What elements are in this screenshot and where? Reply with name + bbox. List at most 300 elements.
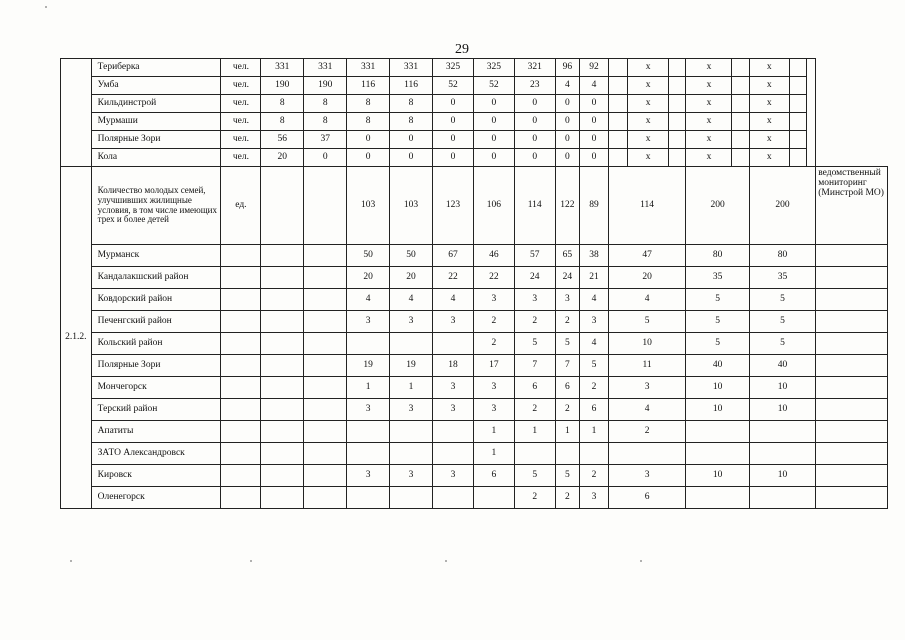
value-cell: 4 [580,77,609,95]
source-cell [807,59,816,167]
value-cell: 2 [514,311,555,333]
unit-cell [221,399,261,421]
value-cell: 2 [580,465,609,487]
value-cell: 122 [555,167,580,245]
value-cell: 0 [514,113,555,131]
value-cell: 3 [347,465,390,487]
value-cell [669,149,686,167]
value-cell [261,167,304,245]
table-row [61,59,888,77]
value-cell: 56 [261,131,304,149]
value-cell [580,443,609,465]
value-cell: 3 [473,289,514,311]
table-row [61,113,888,131]
value-cell: 114 [514,167,555,245]
value-cell: 6 [580,399,609,421]
value-cell: х [749,149,789,167]
table-row [61,333,888,355]
value-cell [669,59,686,77]
value-cell: 0 [555,149,580,167]
table-row-indicator [61,167,888,245]
value-cell: 5 [686,333,749,355]
value-cell [390,487,433,509]
value-cell [261,487,304,509]
value-cell: 0 [580,149,609,167]
row-name: Оленегорск [91,487,221,509]
value-cell [304,289,347,311]
value-cell [347,487,390,509]
unit-cell [221,245,261,267]
value-cell: 0 [433,149,474,167]
table-row [61,131,888,149]
value-cell: 5 [555,465,580,487]
source-cell [816,289,888,311]
value-cell: 4 [347,289,390,311]
value-cell: 67 [433,245,474,267]
value-cell [433,421,474,443]
value-cell: 89 [580,167,609,245]
value-cell: 2 [473,311,514,333]
value-cell: 0 [304,149,347,167]
value-cell: 11 [608,355,686,377]
value-cell [686,421,749,443]
value-cell: 20 [608,267,686,289]
value-cell: 4 [555,77,580,95]
value-cell [608,443,686,465]
value-cell: 23 [514,77,555,95]
value-cell: 5 [580,355,609,377]
value-cell: 50 [347,245,390,267]
value-cell: 5 [514,465,555,487]
spacer-cell [789,95,806,113]
table-row [61,465,888,487]
value-cell: 3 [555,289,580,311]
value-cell: 2 [514,487,555,509]
source-cell [816,487,888,509]
value-cell: 10 [686,465,749,487]
value-cell: 0 [347,131,390,149]
value-cell: 0 [514,149,555,167]
value-cell: 22 [473,267,514,289]
value-cell: 8 [304,95,347,113]
value-cell: 190 [261,77,304,95]
value-cell [304,245,347,267]
value-cell: 50 [390,245,433,267]
value-cell [473,487,514,509]
unit-cell [221,333,261,355]
value-cell: 19 [390,355,433,377]
value-cell: 20 [390,267,433,289]
value-cell: 10 [686,377,749,399]
table-row [61,421,888,443]
unit-cell: чел. [221,77,261,95]
source-cell [816,267,888,289]
value-cell: 0 [555,131,580,149]
value-cell: 0 [347,149,390,167]
value-cell: 3 [433,399,474,421]
value-cell [261,421,304,443]
value-cell: 10 [749,465,815,487]
value-cell [433,443,474,465]
value-cell [304,399,347,421]
value-cell [732,59,749,77]
unit-cell [221,465,261,487]
value-cell [304,377,347,399]
value-cell: 10 [686,399,749,421]
value-cell [608,113,627,131]
value-cell: 331 [304,59,347,77]
value-cell [514,443,555,465]
table-row [61,311,888,333]
value-cell: 40 [686,355,749,377]
spacer-cell [789,113,806,131]
unit-cell [221,443,261,465]
value-cell [261,245,304,267]
value-cell: х [686,113,732,131]
value-cell: 0 [473,131,514,149]
value-cell: 10 [749,399,815,421]
value-cell: х [749,131,789,149]
value-cell: 106 [473,167,514,245]
value-cell: 19 [347,355,390,377]
value-cell [261,377,304,399]
value-cell: 6 [473,465,514,487]
value-cell: 0 [433,95,474,113]
value-cell: 3 [390,399,433,421]
table-row [61,399,888,421]
row-name: Полярные Зори [91,355,221,377]
value-cell: 5 [749,289,815,311]
value-cell [686,487,749,509]
value-cell: х [628,131,669,149]
value-cell: 4 [580,289,609,311]
value-cell: 116 [347,77,390,95]
value-cell: 2 [555,311,580,333]
row-name: Ковдорский район [91,289,221,311]
value-cell [261,333,304,355]
value-cell: 3 [390,465,433,487]
row-name: Кировск [91,465,221,487]
row-name: Кольский район [91,333,221,355]
value-cell: 114 [608,167,686,245]
value-cell [608,131,627,149]
value-cell: 96 [555,59,580,77]
value-cell: 6 [608,487,686,509]
value-cell: 325 [473,59,514,77]
value-cell: 2 [555,399,580,421]
source-cell: ведомственный мониторинг (Минстрой МО) [816,167,888,245]
value-cell [749,421,815,443]
value-cell: 4 [608,399,686,421]
source-cell [816,399,888,421]
value-cell: 200 [749,167,815,245]
value-cell: х [749,77,789,95]
value-cell: 2 [608,421,686,443]
value-cell [261,355,304,377]
value-cell: 8 [390,113,433,131]
value-cell: 0 [555,113,580,131]
value-cell: х [749,59,789,77]
value-cell: 8 [261,113,304,131]
value-cell: 0 [473,95,514,113]
row-name: Полярные Зори [91,131,221,149]
row-name: Терский район [91,399,221,421]
table-row [61,487,888,509]
value-cell [261,443,304,465]
value-cell: 0 [433,131,474,149]
value-cell: 0 [473,149,514,167]
table-row [61,377,888,399]
page-number: 29 [455,42,469,57]
unit-cell [221,289,261,311]
value-cell [433,333,474,355]
value-cell: 3 [347,311,390,333]
value-cell [304,443,347,465]
row-name: Мурмаши [91,113,221,131]
value-cell [749,443,815,465]
value-cell [608,95,627,113]
value-cell [304,167,347,245]
value-cell: 331 [390,59,433,77]
unit-cell: чел. [221,149,261,167]
value-cell: 0 [433,113,474,131]
value-cell: 4 [580,333,609,355]
value-cell: 5 [514,333,555,355]
value-cell: х [628,113,669,131]
value-cell [732,149,749,167]
value-cell [261,311,304,333]
spacer-cell [789,149,806,167]
source-cell [816,421,888,443]
row-name: ЗАТО Александровск [91,443,221,465]
value-cell: 40 [749,355,815,377]
value-cell: 5 [749,333,815,355]
value-cell: 200 [686,167,749,245]
value-cell [261,267,304,289]
indicator-name: Количество молодых семей, улучшивших жилищные условия, в том числе имеющих трех и более детей [91,167,221,245]
unit-cell [221,355,261,377]
value-cell: 5 [686,311,749,333]
value-cell: 3 [608,465,686,487]
value-cell [669,95,686,113]
value-cell: 1 [555,421,580,443]
value-cell: 3 [608,377,686,399]
source-cell [816,377,888,399]
value-cell [669,77,686,95]
value-cell: 2 [555,487,580,509]
table-row [61,267,888,289]
value-cell: 8 [347,95,390,113]
value-cell: 37 [304,131,347,149]
value-cell: 4 [608,289,686,311]
source-cell [816,245,888,267]
spacer-cell [789,131,806,149]
value-cell: 321 [514,59,555,77]
value-cell [304,333,347,355]
value-cell: х [628,77,669,95]
table-row [61,149,888,167]
row-name: Мончегорск [91,377,221,399]
value-cell: 2 [514,399,555,421]
row-name: Мурманск [91,245,221,267]
unit-cell [221,377,261,399]
value-cell [261,399,304,421]
value-cell: 5 [686,289,749,311]
value-cell: 18 [433,355,474,377]
value-cell: 103 [390,167,433,245]
value-cell: 0 [580,131,609,149]
data-table [60,58,888,509]
row-name: Териберка [91,59,221,77]
value-cell: 3 [347,399,390,421]
value-cell: 65 [555,245,580,267]
value-cell: 8 [347,113,390,131]
row-name: Кандалакшский район [91,267,221,289]
table-row [61,289,888,311]
value-cell: 8 [304,113,347,131]
value-cell [304,311,347,333]
value-cell: 103 [347,167,390,245]
value-cell: 17 [473,355,514,377]
value-cell: 3 [580,311,609,333]
value-cell [608,77,627,95]
value-cell: 123 [433,167,474,245]
value-cell: 24 [555,267,580,289]
value-cell: 92 [580,59,609,77]
value-cell: х [749,95,789,113]
value-cell: 6 [514,377,555,399]
value-cell: х [686,59,732,77]
value-cell: 0 [514,131,555,149]
value-cell [608,59,627,77]
value-cell: 35 [686,267,749,289]
value-cell: 1 [473,421,514,443]
value-cell: 6 [555,377,580,399]
value-cell: 0 [580,95,609,113]
unit-cell [221,487,261,509]
value-cell: 325 [433,59,474,77]
spacer-cell [789,77,806,95]
value-cell [669,113,686,131]
value-cell: 1 [347,377,390,399]
value-cell: х [686,149,732,167]
value-cell: 3 [433,377,474,399]
value-cell [686,443,749,465]
value-cell [304,465,347,487]
value-cell [304,355,347,377]
table-row [61,95,888,113]
indicator-code: 2.1.2. [61,167,92,509]
value-cell [390,421,433,443]
value-cell: 38 [580,245,609,267]
source-cell [816,333,888,355]
value-cell: 7 [555,355,580,377]
value-cell: 21 [580,267,609,289]
value-cell: 52 [433,77,474,95]
unit-cell: чел. [221,113,261,131]
value-cell: 10 [608,333,686,355]
value-cell: 57 [514,245,555,267]
value-cell: 4 [433,289,474,311]
value-cell: 5 [608,311,686,333]
value-cell [347,421,390,443]
value-cell: 4 [390,289,433,311]
value-cell: 0 [390,131,433,149]
value-cell: 20 [347,267,390,289]
value-cell: 47 [608,245,686,267]
spacer-cell [789,59,806,77]
value-cell [304,267,347,289]
table-row [61,443,888,465]
value-cell: 3 [390,311,433,333]
value-cell: 8 [390,95,433,113]
row-name: Кильдинстрой [91,95,221,113]
value-cell: х [628,59,669,77]
value-cell: 1 [390,377,433,399]
value-cell [304,421,347,443]
value-cell: 190 [304,77,347,95]
value-cell [732,131,749,149]
value-cell: 8 [261,95,304,113]
value-cell [390,443,433,465]
unit-cell: чел. [221,95,261,113]
value-cell: х [686,77,732,95]
source-cell [816,355,888,377]
value-cell: 0 [555,95,580,113]
value-cell [433,487,474,509]
value-cell: 3 [473,399,514,421]
value-cell: х [628,95,669,113]
value-cell [608,149,627,167]
row-name: Умба [91,77,221,95]
value-cell [732,95,749,113]
unit-cell: ед. [221,167,261,245]
code-cell [61,59,92,167]
value-cell [347,333,390,355]
value-cell: х [686,95,732,113]
value-cell: 116 [390,77,433,95]
value-cell: 1 [514,421,555,443]
value-cell [732,113,749,131]
source-cell [816,443,888,465]
value-cell [261,289,304,311]
source-cell [816,311,888,333]
value-cell: 2 [580,377,609,399]
value-cell: 7 [514,355,555,377]
value-cell: 331 [347,59,390,77]
value-cell: 20 [261,149,304,167]
value-cell: 1 [580,421,609,443]
value-cell: 22 [433,267,474,289]
value-cell: 3 [514,289,555,311]
unit-cell [221,311,261,333]
unit-cell [221,267,261,289]
value-cell [261,465,304,487]
value-cell: 2 [473,333,514,355]
value-cell [347,443,390,465]
value-cell: 3 [433,465,474,487]
value-cell: 24 [514,267,555,289]
value-cell [669,131,686,149]
value-cell: 3 [580,487,609,509]
value-cell: 3 [433,311,474,333]
value-cell: 1 [473,443,514,465]
unit-cell: чел. [221,131,261,149]
source-cell [816,465,888,487]
value-cell [749,487,815,509]
value-cell: 10 [749,377,815,399]
value-cell: 52 [473,77,514,95]
